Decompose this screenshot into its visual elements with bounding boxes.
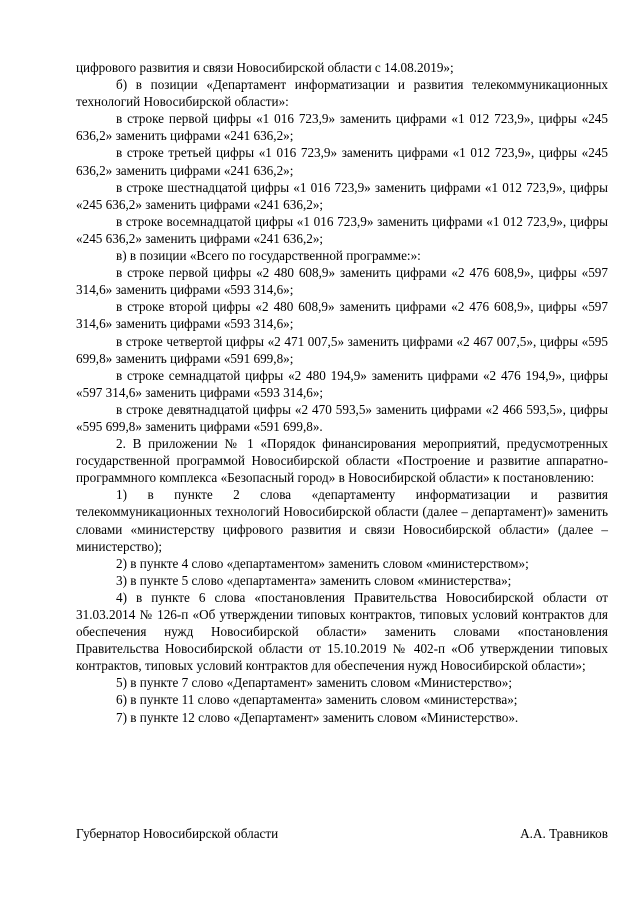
signature-block: [76, 825, 608, 842]
paragraph-point-3: 3) в пункте 5 слово «департамента» заменить словом «министерства»;: [116, 572, 512, 588]
paragraph-item-b: б) в позиции «Департамент информатизации и развития телекоммуникационных технологий Новосибирской области»:: [76, 77, 608, 110]
paragraph-item-c-row-17: в строке семнадцатой цифры «2 480 194,9» заменить цифрами «2 476 194,9», цифры «597 314,6» заменить цифрами «593 314,6»;: [76, 367, 608, 400]
paragraph-item-c-row-1: в строке первой цифры «2 480 608,9» заменить цифрами «2 476 608,9», цифры «597 314,6» заменить цифрами «593 314,6»;: [76, 265, 608, 298]
paragraph-point-7: 7) в пункте 12 слово «Департамент» заменить словом «Министерство».: [116, 709, 519, 725]
signature-position: Губернатор Новосибирской области: [76, 826, 279, 841]
paragraph-item-c-row-4: в строке четвертой цифры «2 471 007,5» заменить цифрами «2 467 007,5», цифры «595 699,8» заменить цифрами «591 699,8»;: [76, 333, 608, 366]
paragraph-point-1: 1) в пункте 2 слова «департаменту информатизации и развития телекоммуникационных технологий Новосибирской области (далее – департамент)» заменить словами «министерству цифрового развития и связи Новосибирской области» (далее – министерство);: [76, 487, 608, 554]
paragraph-point-5: 5) в пункте 7 слово «Департамент» заменить словом «Министерство»;: [116, 675, 512, 691]
paragraph-item-c-row-19: в строке девятнадцатой цифры «2 470 593,5» заменить цифрами «2 466 593,5», цифры «595 699,8» заменить цифрами «591 699,8».: [76, 401, 608, 434]
paragraph-item-c: в) в позиции «Всего по государственной программе:»:: [116, 248, 421, 264]
paragraph-item-b-row-16: в строке шестнадцатой цифры «1 016 723,9» заменить цифрами «1 012 723,9», цифры «245 636,2» заменить цифрами «241 636,2»;: [76, 179, 608, 212]
document-body: [76, 59, 608, 726]
paragraph-item-c-row-2: в строке второй цифры «2 480 608,9» заменить цифрами «2 476 608,9», цифры «597 314,6» заменить цифрами «593 314,6»;: [76, 299, 608, 332]
paragraph-item-b-row-18: в строке восемнадцатой цифры «1 016 723,9» заменить цифрами «1 012 723,9», цифры «245 636,2» заменить цифрами «241 636,2»;: [76, 213, 608, 246]
paragraph-point-6: 6) в пункте 11 слово «департамента» заменить словом «министерства»;: [116, 692, 518, 708]
signature-name: А.А. Травников: [520, 826, 608, 841]
paragraph-point-2: 2) в пункте 4 слово «департаментом» заменить словом «министерством»;: [116, 555, 529, 571]
paragraph-item-b-row-3: в строке третьей цифры «1 016 723,9» заменить цифрами «1 012 723,9», цифры «245 636,2» заменить цифрами «241 636,2»;: [76, 145, 608, 178]
paragraph-point-4: 4) в пункте 6 слова «постановления Правительства Новосибирской области от 31.03.2014 № 126-п «Об утверждении типовых контрактов, типовых условий контрактов для обеспечения нужд Новосибирской области» заменить словами «постановления Правительства Новосибирской области от 15.10.2019 № 402-п «Об утверждении типовых контрактов, типовых условий контрактов для обеспечения нужд Новосибирской области»;: [76, 589, 608, 674]
paragraph-item-b-row-1: в строке первой цифры «1 016 723,9» заменить цифрами «1 012 723,9», цифры «245 636,2» заменить цифрами «241 636,2»;: [76, 111, 608, 144]
paragraph-section-2: 2. В приложении № 1 «Порядок финансирования мероприятий, предусмотренных государственной программой Новосибирской области «Построение и развитие аппаратно-программного комплекса «Безопасный город» в Новосибирской области» к постановлению:: [76, 436, 608, 486]
paragraph-continuation: цифрового развития и связи Новосибирской области с 14.08.2019»;: [76, 60, 454, 75]
